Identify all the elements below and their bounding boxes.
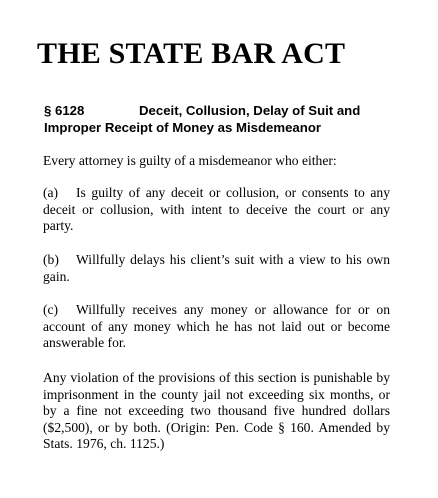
document-title: THE STATE BAR ACT — [37, 37, 346, 70]
clause-a-marker: (a) — [43, 185, 59, 200]
clause-b-marker: (b) — [43, 252, 59, 267]
clause-c-marker: (c) — [43, 302, 59, 317]
section-heading-line2: Improper Receipt of Money as Misdemeanor — [44, 120, 322, 135]
clause-c-text: Willfully receives any money or allowance for or on account of any money which he has not laid out or become answerable for. — [43, 302, 390, 350]
clause-b-text: Willfully delays his client’s suit with a view to his own gain. — [43, 252, 390, 284]
section-heading-line1: Deceit, Collusion, Delay of Suit and — [139, 103, 361, 118]
section-number: § 6128 — [44, 103, 85, 118]
clause-c — [43, 302, 390, 352]
clause-a-text: Is guilty of any deceit or collusion, or consents to any deceit or collusion, with intent to deceive the court or any party. — [43, 185, 390, 233]
clause-a — [43, 185, 390, 235]
section-heading — [44, 102, 394, 136]
penalty-paragraph: Any violation of the provisions of this section is punishable by imprisonment in the county jail not exceeding six months, or by a fine not exceeding two thousand five hundred dollars ($2,500), or by both. (Origin: Pen. Code § 160. Amended by Stats. 1976, ch. 1125.) — [43, 370, 390, 451]
intro-paragraph: Every attorney is guilty of a misdemeanor who either: — [43, 153, 337, 168]
clause-b — [43, 252, 390, 285]
